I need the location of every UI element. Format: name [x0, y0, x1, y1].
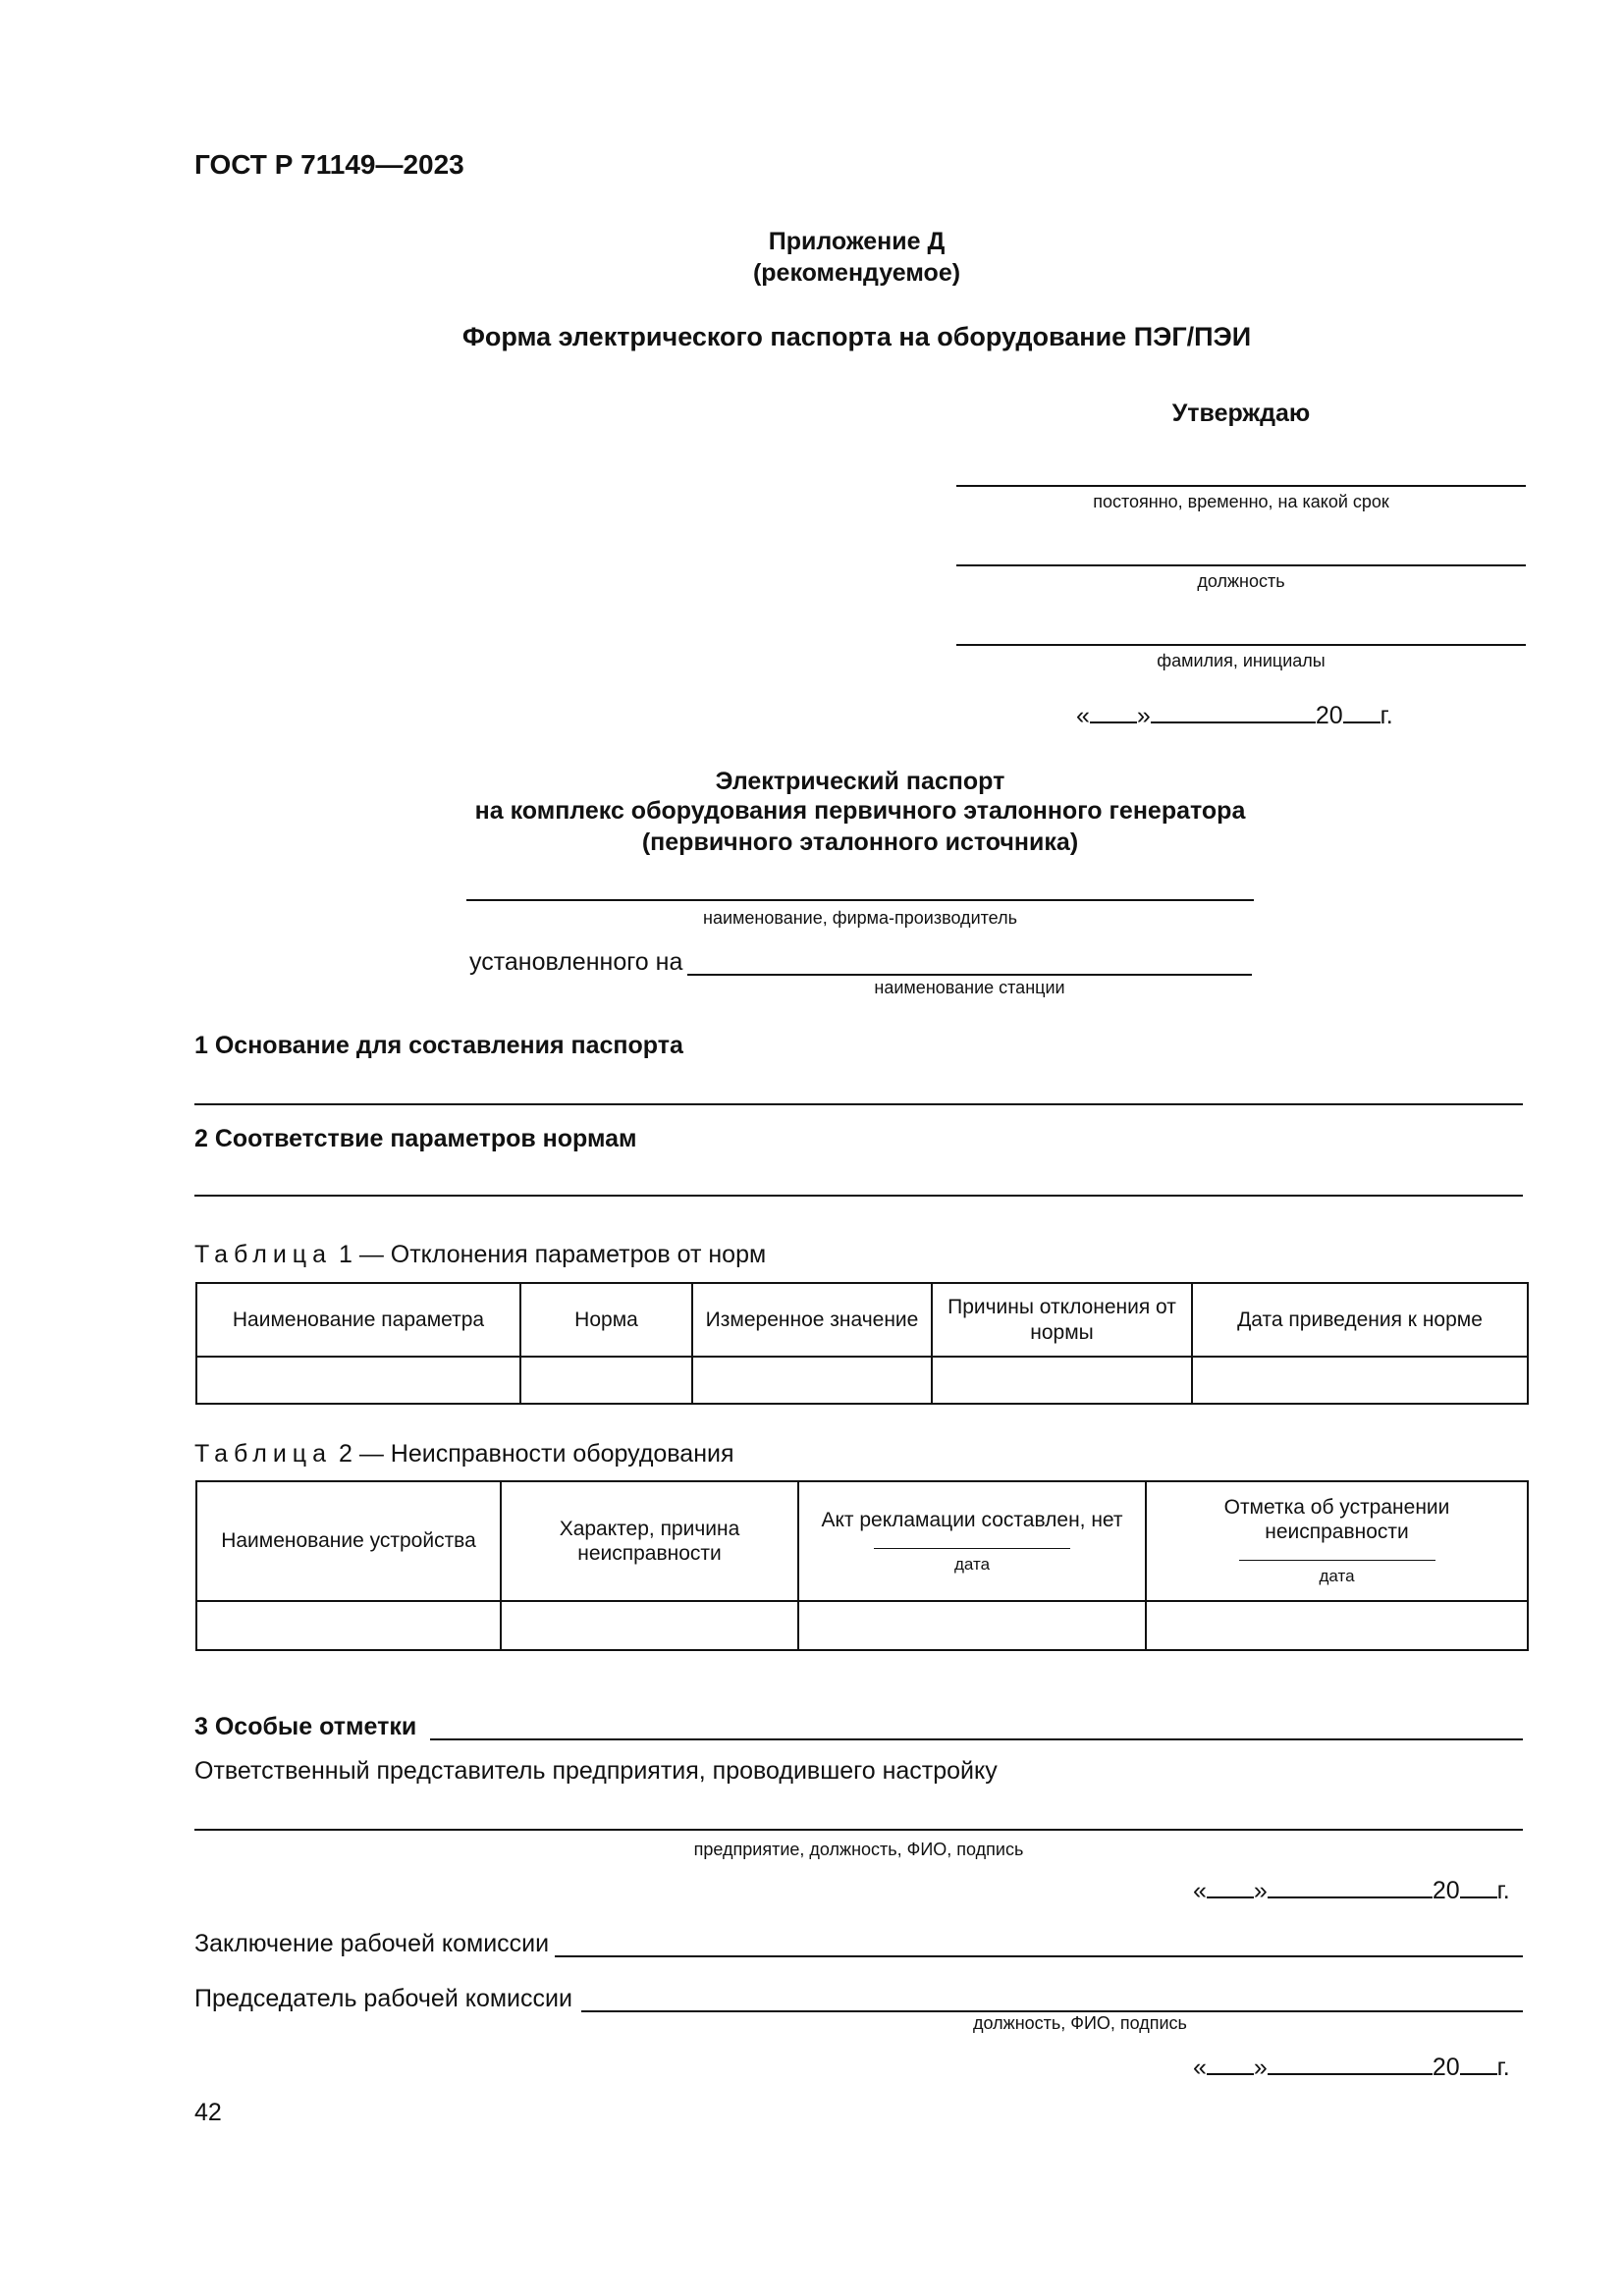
- date-month-blank[interactable]: [1151, 700, 1316, 723]
- responsible-line[interactable]: [194, 1829, 1523, 1831]
- table-1-caption: [194, 1241, 766, 1269]
- date-quote-close: »: [1136, 702, 1151, 729]
- table-2-cell[interactable]: [196, 1601, 501, 1650]
- table-2-cell[interactable]: [1146, 1601, 1528, 1650]
- repair-date-line: [1239, 1560, 1435, 1561]
- date-year-blank[interactable]: [1460, 1875, 1497, 1898]
- section-2-line[interactable]: [194, 1195, 1523, 1197]
- reclamation-date-caption: дата: [953, 1554, 991, 1574]
- equipment-name-line[interactable]: [466, 899, 1254, 901]
- date-quote-close: »: [1253, 1877, 1268, 1904]
- table-1-header-cell: Наименование параметра: [196, 1283, 520, 1357]
- date-day-blank[interactable]: [1207, 1875, 1254, 1898]
- installed-label: установленного на: [469, 948, 683, 976]
- chairman-date[interactable]: [1193, 2052, 1510, 2082]
- approval-position-line[interactable]: [956, 564, 1526, 566]
- date-year-prefix: 20: [1315, 702, 1343, 729]
- form-title: Форма электрического паспорта на оборудование ПЭГ/ПЭИ: [461, 322, 1252, 351]
- section-2-title: 2 Соответствие параметров нормам: [194, 1125, 637, 1152]
- station-name-line[interactable]: [687, 974, 1252, 976]
- responsible-caption: предприятие, должность, ФИО, подпись: [693, 1840, 1024, 1859]
- date-quote-close: »: [1253, 2054, 1268, 2081]
- station-name-caption: наименование станции: [874, 978, 1065, 997]
- table-row: [196, 1357, 1528, 1404]
- table-2-header-cell: [1146, 1481, 1528, 1601]
- approval-name-caption: фамилия, инициалы: [1157, 651, 1326, 670]
- table-1: [195, 1282, 1529, 1405]
- table-2-cell[interactable]: [501, 1601, 798, 1650]
- appendix-title: Приложение Д: [768, 228, 946, 255]
- table-1-cell[interactable]: [520, 1357, 692, 1404]
- date-quote-open: «: [1193, 2054, 1207, 2081]
- section-1-line[interactable]: [194, 1103, 1523, 1105]
- standard-number: ГОСТ Р 71149—2023: [194, 149, 464, 180]
- table-1-label: Таблица: [194, 1241, 333, 1268]
- date-year-prefix: 20: [1432, 2054, 1460, 2081]
- appendix-status: (рекомендуемое): [752, 259, 961, 287]
- table-1-title: 1 — Отклонения параметров от норм: [338, 1241, 767, 1268]
- table-2-header-cell: Характер, причина неисправности: [501, 1481, 798, 1601]
- date-day-blank[interactable]: [1090, 700, 1137, 723]
- date-year-blank[interactable]: [1343, 700, 1380, 723]
- conclusion-label: Заключение рабочей комиссии: [194, 1930, 550, 1957]
- date-day-blank[interactable]: [1207, 2052, 1254, 2075]
- approval-position-caption: должность: [1197, 571, 1285, 591]
- equipment-name-caption: наименование, фирма-производитель: [703, 908, 1017, 928]
- table-2-header-cell: [798, 1481, 1146, 1601]
- chairman-label: Председатель рабочей комиссии: [194, 1985, 572, 2012]
- date-quote-open: «: [1193, 1877, 1207, 1904]
- date-quote-open: «: [1076, 702, 1090, 729]
- date-year-prefix: 20: [1432, 1877, 1460, 1904]
- chairman-caption: должность, ФИО, подпись: [973, 2013, 1187, 2033]
- page-number: 42: [194, 2099, 222, 2126]
- section-1-title: 1 Основание для составления паспорта: [194, 1032, 683, 1059]
- date-month-blank[interactable]: [1268, 2052, 1433, 2075]
- table-1-header-cell: Норма: [520, 1283, 692, 1357]
- date-year-blank[interactable]: [1460, 2052, 1497, 2075]
- table-1-cell[interactable]: [196, 1357, 520, 1404]
- approval-label: Утверждаю: [1171, 400, 1311, 427]
- passport-subtitle-2: (первичного эталонного источника): [641, 828, 1079, 856]
- table-1-cell[interactable]: [692, 1357, 932, 1404]
- date-year-suffix: г.: [1496, 2054, 1510, 2081]
- approval-term-line[interactable]: [956, 485, 1526, 487]
- approval-term-caption: постоянно, временно, на какой срок: [1093, 492, 1389, 511]
- approval-name-line[interactable]: [956, 644, 1526, 646]
- table-row: [196, 1601, 1528, 1650]
- repair-date-caption: дата: [1319, 1567, 1355, 1586]
- table-2-label: Таблица: [194, 1440, 333, 1468]
- chairman-line[interactable]: [581, 2010, 1523, 2012]
- conclusion-line[interactable]: [555, 1955, 1523, 1957]
- table-2-title: 2 — Неисправности оборудования: [338, 1440, 734, 1468]
- reclamation-date-line: [874, 1548, 1070, 1549]
- table-2-cell[interactable]: [798, 1601, 1146, 1650]
- section-3-line[interactable]: [430, 1738, 1523, 1740]
- table-2-caption: [194, 1440, 734, 1468]
- section-3-title: 3 Особые отметки: [194, 1713, 417, 1740]
- date-year-suffix: г.: [1380, 702, 1393, 729]
- repair-mark-header: Отметка об устранении неисправности: [1223, 1496, 1450, 1544]
- approval-date[interactable]: [1076, 700, 1393, 730]
- responsible-date[interactable]: [1193, 1875, 1510, 1905]
- table-1-header-cell: Дата приведения к норме: [1192, 1283, 1528, 1357]
- table-1-cell[interactable]: [1192, 1357, 1528, 1404]
- responsible-label: Ответственный представитель предприятия, проводившего настройку: [194, 1757, 998, 1785]
- date-month-blank[interactable]: [1268, 1875, 1433, 1898]
- reclamation-act-header: Акт рекламации составлен, нет: [821, 1508, 1123, 1531]
- passport-subtitle: на комплекс оборудования первичного эталонного генератора: [474, 797, 1246, 825]
- table-2-header-row: [196, 1481, 1528, 1601]
- table-1-header-cell: Измеренное значение: [692, 1283, 932, 1357]
- table-1-header-cell: Причины отклонения от нормы: [932, 1283, 1192, 1357]
- table-1-header-row: [196, 1283, 1528, 1357]
- table-1-cell[interactable]: [932, 1357, 1192, 1404]
- passport-title: Электрический паспорт: [715, 768, 1005, 795]
- date-year-suffix: г.: [1496, 1877, 1510, 1904]
- table-2-header-cell: Наименование устройства: [196, 1481, 501, 1601]
- table-2: [195, 1480, 1529, 1651]
